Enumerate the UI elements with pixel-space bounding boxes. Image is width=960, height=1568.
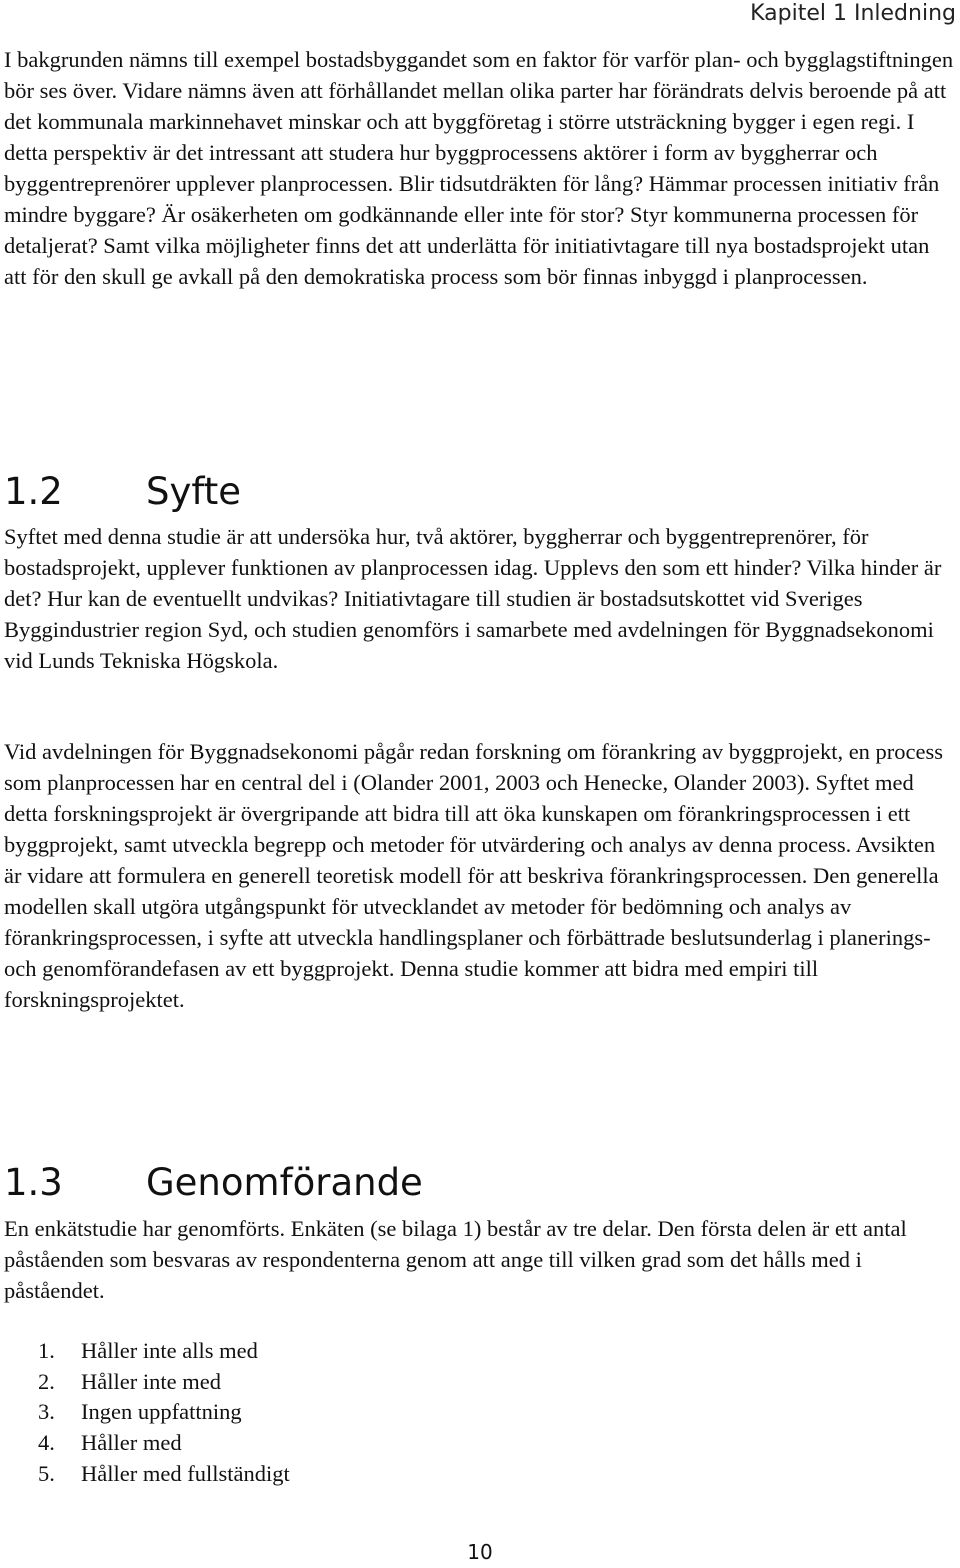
- section-number: 1.3: [4, 1161, 63, 1204]
- list-item-label: Håller inte alls med: [81, 1338, 258, 1363]
- list-item: [38, 1428, 290, 1459]
- list-item: [38, 1397, 290, 1428]
- section-title: Genomförande: [146, 1161, 423, 1204]
- list-item-label: Ingen uppfattning: [81, 1399, 242, 1425]
- list-item: [38, 1367, 290, 1398]
- section-heading-method: [4, 1161, 423, 1205]
- method-paragraph-1: En enkätstudie har genomförts. Enkäten (se bilaga 1) består av tre delar. Den första delen är ett antal påståenden som besvaras av respondenterna genom att ange till vilken grad som det hålls med i påståendet.: [4, 1216, 907, 1303]
- list-item-label: Håller med: [81, 1430, 182, 1456]
- running-header: Kapitel 1 Inledning: [750, 1, 956, 26]
- list-item: [38, 1336, 290, 1367]
- list-item-number: 4.: [38, 1430, 55, 1456]
- list-item-number: 1.: [38, 1338, 55, 1363]
- section-heading-purpose: [4, 470, 241, 514]
- list-item-number: 5.: [38, 1460, 55, 1486]
- list-item-label: Håller inte med: [81, 1368, 221, 1394]
- response-scale-list: [38, 1336, 290, 1490]
- list-item-number: 2.: [38, 1368, 55, 1394]
- list-item: [38, 1459, 290, 1490]
- list-item-label: Håller med fullständigt: [81, 1460, 290, 1486]
- section-number: 1.2: [4, 470, 63, 513]
- purpose-paragraph-1: Syftet med denna studie är att undersöka hur, två aktörer, byggherrar och byggentreprenörer, för bostadsprojekt, upplever funktionen av planprocessen idag. Upplevs den som ett hinder? Vilka hinder är det? Hur kan de eventuellt undvikas? Initiativtagare till studien är bostadsutskottet vid Sveriges Byggindustrier region Syd, och studien genomförs i samarbete med avdelningen för Byggnadsekonomi vid Lunds Tekniska Högskola.: [4, 524, 942, 673]
- background-paragraph: I bakgrunden nämns till exempel bostadsbyggandet som en faktor för varför plan- och bygglagstiftningen bör ses över. Vidare nämns även att förhållandet mellan olika parter har förändrats delvis beroende på att det kommunala markinnehavet minskar och att byggföretag i större utsträckning bygger i egen regi. I detta perspektiv är det intressant att studera hur byggprocessens aktörer i form av byggherrar och byggentreprenörer upplever planprocessen. Blir tidsutdräkten för lång? Hämmar processen initiativ från mindre byggare? Är osäkerheten om godkännande eller inte för stor? Styr kommunerna processen för detaljerat? Samt vilka möjligheter finns det att underlätta för initiativtagare till nya bostadsprojekt utan att för den skull ge avkall på den demokratiska process som bör finnas inbyggd i planprocessen.: [4, 47, 954, 289]
- section-title: Syfte: [146, 470, 242, 513]
- page-number: 10: [467, 1540, 493, 1564]
- purpose-paragraph-2: Vid avdelningen för Byggnadsekonomi pågår redan forskning om förankring av byggprojekt, en process som planprocessen har en central del i (Olander 2001, 2003 och Henecke, Olander 2003). Syftet med detta forskningsprojekt är övergripande att bidra till att öka kunskapen om förankringsprocessen i ett byggprojekt, samt utveckla begrepp och metoder för utvärdering och analys av denna process. Avsikten är vidare att formulera en generell teoretisk modell för att beskriva förankringsprocessen. Den generella modellen skall utgöra utgångspunkt för utvecklandet av metoder för bedömning och analys av förankringsprocessen, i syfte att utveckla handlingsplaner och förbättrade beslutsunderlag i planerings- och genomförandefasen av ett byggprojekt. Denna studie kommer att bidra med empiri till forskningsprojektet.: [4, 739, 944, 1012]
- list-item-number: 3.: [38, 1399, 55, 1425]
